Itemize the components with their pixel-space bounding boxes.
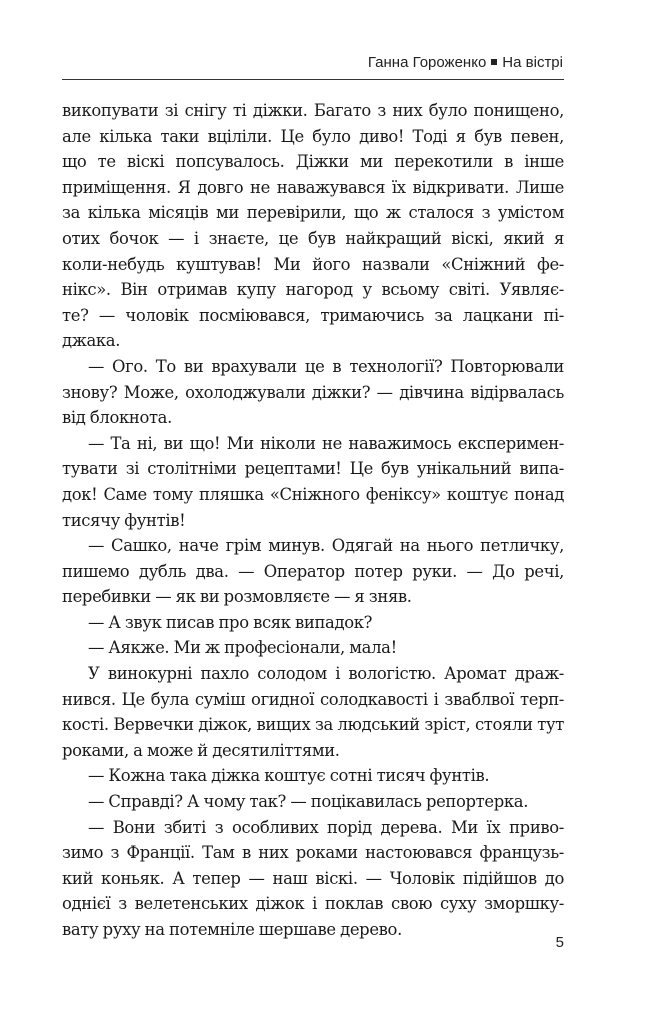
text-line: тисячу фунтів! — [62, 510, 186, 530]
text-line: кості. Вервечки діжок, вищих за людський зріст, стояли тут — [62, 715, 564, 735]
running-head — [368, 54, 563, 71]
separator-square-icon — [491, 59, 497, 65]
book-title: На вістрі — [502, 54, 563, 71]
text-line: нікс». Він отримав купу нагород у всьому світі. Уявляє- — [62, 280, 564, 300]
author-name: Ганна Гороженко — [367, 54, 487, 71]
text-line: У винокурні пахло солодом і вологістю. Аромат драж- — [88, 664, 564, 684]
text-line: пишемо дубль два. — Оператор потер руки. — До речі, — [62, 561, 564, 581]
text-line: джака. — [62, 331, 121, 351]
text-line: за кілька місяців ми перевірили, що ж сталося з умістом — [62, 203, 564, 223]
text-line: що те віскі попсувалось. Діжки ми перекотили в інше — [62, 152, 564, 172]
text-line: — Аякже. Ми ж професіонали, мала! — [88, 638, 397, 658]
page-number: 5 — [555, 934, 564, 951]
text-line: — Кожна така діжка коштує сотні тисяч фунтів. — [88, 766, 490, 786]
text-line: тувати зі столітніми рецептами! Це був унікальний випа- — [62, 459, 564, 479]
text-line: — Сашко, наче грім минув. Одягай на нього петличку, — [88, 536, 564, 556]
header-rule — [62, 79, 564, 80]
text-line: перебивки — як ви розмовляєте — я зняв. — [62, 587, 412, 607]
text-line: док! Саме тому пляшка «Сніжного феніксу» коштує понад — [62, 484, 564, 504]
text-line: — Ого. То ви врахували це в технології? Повторювали — [88, 356, 564, 376]
text-line: отих бочок — і знаєте, це був найкращий віскі, який я — [62, 228, 564, 248]
body-text — [62, 98, 564, 943]
text-line: коли-небудь куштував! Ми його назвали «Сніжний фе- — [62, 254, 564, 274]
text-line: однієї з велетенських діжок і поклав свою суху зморшку- — [62, 894, 564, 914]
text-line: роками, а може й десятиліттями. — [62, 740, 340, 760]
text-line: те? — чоловік посміювався, тримаючись за лацкани пі- — [62, 305, 564, 325]
text-line: зимо з Франції. Там в них роками настоювався французь- — [62, 843, 564, 863]
text-line: кий коньяк. А тепер — наш віскі. — Чоловік підійшов до — [62, 868, 564, 888]
text-line: від блокнота. — [62, 408, 172, 428]
text-line: — А звук писав про всяк випадок? — [88, 612, 373, 632]
text-line: — Та ні, ви що! Ми ніколи не наважимось експеримен- — [88, 433, 564, 453]
text-line: — Вони збиті з особливих порід дерева. Ми їх приво- — [88, 817, 564, 837]
text-line: — Справді? А чому так? — поцікавилась репортерка. — [88, 792, 529, 812]
text-line: вату руху на потемніле шершаве дерево. — [62, 920, 402, 939]
text-line: викопувати зі снігу ті діжки. Багато з них було понищено, — [62, 101, 564, 120]
text-line: нився. Це була суміш огидної солодкавості і зваблвої терп- — [62, 689, 564, 709]
text-line: знову? Може, охолоджували діжки? — дівчина відірвалась — [62, 382, 564, 402]
text-line: але кілька таки вціліли. Це було диво! Тоді я був певен, — [62, 126, 564, 146]
text-line: приміщення. Я довго не наважувався їх відкривати. Лише — [62, 177, 564, 197]
